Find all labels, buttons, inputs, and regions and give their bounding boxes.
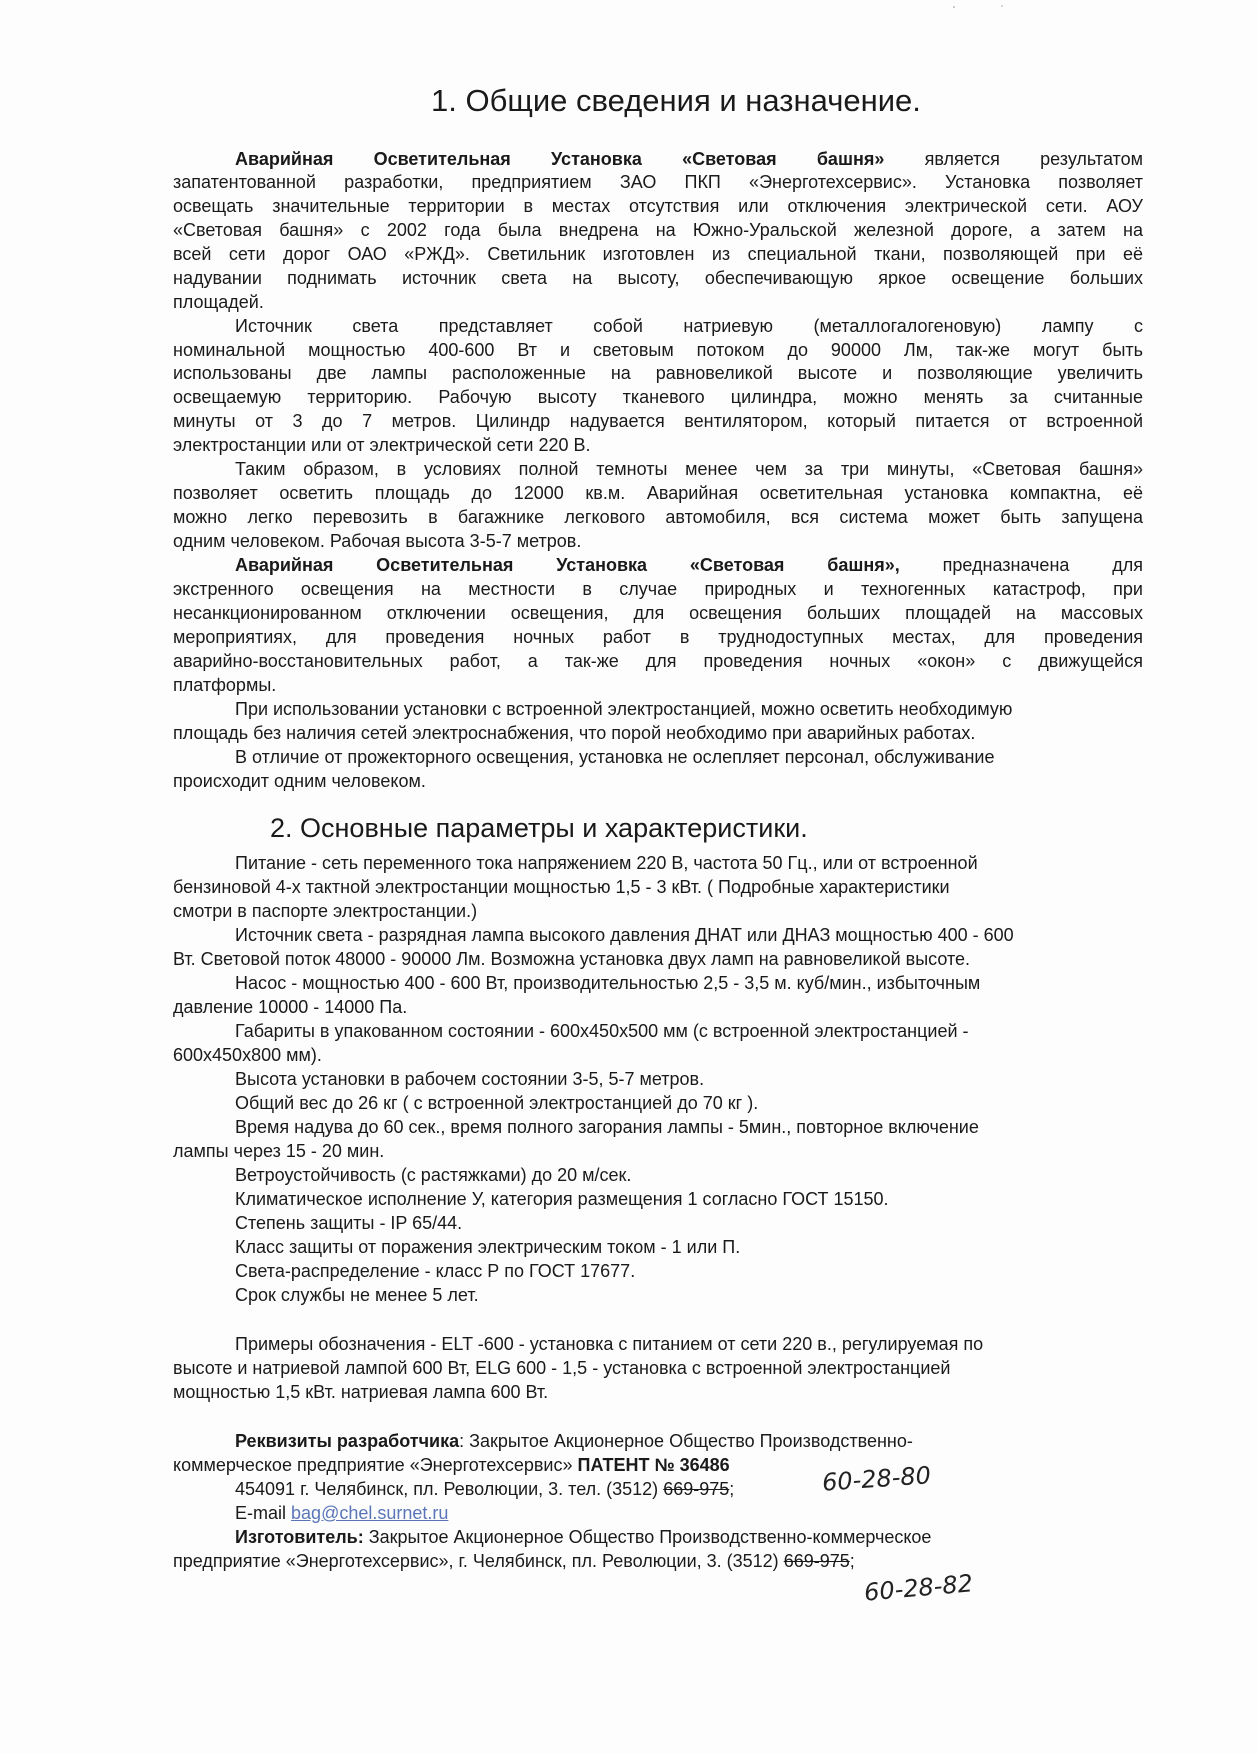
section-2-heading: 2. Основные параметры и характеристики. bbox=[270, 813, 808, 843]
text-line: Источник света - разрядная лампа высокого давления ДНАТ или ДНАЗ мощностью 400 - 600 bbox=[235, 925, 1014, 945]
spec-distribution: Света-распределение - класс Р по ГОСТ 17677. bbox=[235, 1261, 636, 1281]
handwritten-phone: 60-28-80 bbox=[821, 1461, 932, 1497]
p1-bold-lead: Аварийная Осветительная Установка «Световая башня» bbox=[235, 149, 885, 169]
spec-shock-class: Класс защиты от поражения электрическим током - 1 или П. bbox=[235, 1237, 741, 1257]
spec-ip: Степень защиты - IP 65/44. bbox=[235, 1213, 463, 1233]
patent-number: ПАТЕНТ № 36486 bbox=[577, 1455, 730, 1475]
text-line: давление 10000 - 14000 Па. bbox=[173, 997, 408, 1017]
text-line: 600х450х800 мм). bbox=[173, 1045, 322, 1065]
spec-wind: Ветроустойчивость (с растяжками) до 20 м/сек. bbox=[235, 1165, 632, 1185]
text-line: Насос - мощностью 400 - 600 Вт, производительностью 2,5 - 3,5 м. куб/мин., избыточным bbox=[235, 973, 981, 993]
text-line: аварийно-восстановительных работ, а так-же для проведения ночных «окон» с движущейся bbox=[173, 651, 1143, 671]
text-line: мощностью 1,5 кВт. натриевая лампа 600 Вт. bbox=[173, 1382, 549, 1402]
text-line: одним человеком. Рабочая высота 3-5-7 метров. bbox=[173, 531, 582, 551]
text-line: освещаемую территорию. Рабочую высоту тканевого цилиндра, можно менять за считанные bbox=[173, 387, 1143, 407]
text-line: Вт. Световой поток 48000 - 90000 Лм. Возможна установка двух ламп на равновеликой высоте. bbox=[173, 949, 971, 969]
handwritten-phone: 60-28-82 bbox=[862, 1569, 974, 1607]
old-phone: 669-975 bbox=[783, 1551, 850, 1571]
text-line: лампы через 15 - 20 мин. bbox=[173, 1141, 385, 1161]
text-line: площадей. bbox=[173, 292, 264, 312]
text-line: минуты от 3 до 7 метров. Цилиндр надувается вентилятором, который питается от встроенной bbox=[173, 411, 1143, 431]
text-line: использованы две лампы расположенные на равновеликой высоте и позволяющие увеличить bbox=[173, 363, 1143, 383]
text-line: «Световая башня» с 2002 года была внедрена на Южно-Уральской железной дороге, а затем на bbox=[173, 220, 1143, 240]
text-line: экстренного освещения на местности в случае природных и техногенных катастроф, при bbox=[173, 579, 1143, 599]
spec-service-life: Срок службы не менее 5 лет. bbox=[235, 1285, 479, 1305]
text-line: происходит одним человеком. bbox=[173, 771, 426, 791]
text-line: При использовании установки с встроенной электростанцией, можно осветить необходимую bbox=[235, 699, 1013, 719]
text-line: надувании поднимать источник света на высоту, обеспечивающую яркое освещение больших bbox=[173, 268, 1143, 288]
text-line: несанкционированном отключении освещения, для освещения больших площадей на массовых bbox=[173, 603, 1143, 623]
section-1-heading: 1. Общие сведения и назначение. bbox=[431, 83, 921, 118]
scan-specks bbox=[940, 0, 1020, 10]
text-line: площадь без наличия сетей электроснабжения, что порой необходимо при аварийных работах. bbox=[173, 723, 976, 743]
email-link[interactable]: bag@chel.surnet.ru bbox=[291, 1503, 449, 1523]
text-line: смотри в паспорте электростанции.) bbox=[173, 901, 478, 921]
text-line: позволяет осветить площадь до 12000 кв.м. Аварийная осветительная установка компактна, её bbox=[173, 483, 1143, 503]
spec-weight: Общий вес до 26 кг ( с встроенной электростанцией до 70 кг ). bbox=[235, 1093, 759, 1113]
text-line: платформы. bbox=[173, 675, 277, 695]
text-line: можно легко перевозить в багажнике легкового автомобиля, вся система может быть запущена bbox=[173, 507, 1143, 527]
spec-height: Высота установки в рабочем состоянии 3-5, 5-7 метров. bbox=[235, 1069, 705, 1089]
text-line: электростанции или от электрической сети 220 В. bbox=[173, 435, 591, 455]
text-line: освещать значительные территории в местах отсутствия или отключения электрической сети. АОУ bbox=[173, 196, 1143, 216]
text-line: Питание - сеть переменного тока напряжением 220 В, частота 50 Гц., или от встроенной bbox=[235, 853, 978, 873]
text-line: Время надува до 60 сек., время полного загорания лампы - 5мин., повторное включение bbox=[235, 1117, 979, 1137]
text-line: Габариты в упакованном состоянии - 600х450х500 мм (с встроенной электростанцией - bbox=[235, 1021, 969, 1041]
spec-climate: Климатическое исполнение У, категория размещения 1 согласно ГОСТ 15150. bbox=[235, 1189, 889, 1209]
text-line: В отличие от прожекторного освещения, установка не ослепляет персонал, обслуживание bbox=[235, 747, 995, 767]
text-line: бензиновой 4-х тактной электростанции мощностью 1,5 - 3 кВт. ( Подробные характеристики bbox=[173, 877, 950, 897]
text-line: высоте и натриевой лампой 600 Вт, ELG 600 - 1,5 - установка с встроенной электростанцией bbox=[173, 1358, 951, 1378]
manufacturer-label: Изготовитель: bbox=[235, 1527, 364, 1547]
old-phone: 669-975 bbox=[663, 1479, 730, 1499]
text-line: номинальной мощностью 400-600 Вт и световым потоком до 90000 Лм, так-же могут быть bbox=[173, 340, 1143, 360]
text-line: мероприятиях, для проведения ночных работ в труднодоступных местах, для проведения bbox=[173, 627, 1143, 647]
text-line: всей сети дорог ОАО «РЖД». Светильник изготовлен из специальной ткани, позволяющей при её bbox=[173, 244, 1143, 264]
text-line: Примеры обозначения - ELT -600 - установка с питанием от сети 220 в., регулируемая по bbox=[235, 1334, 984, 1354]
developer-label: Реквизиты разработчика bbox=[235, 1431, 460, 1451]
document-page: 1. Общие сведения и назначение. Аварийная Осветительная Установка «Световая башня» является результатом запатентованной разработки, предприятием ЗАО ПКП «Энерготехсервис». Установка позволяет освещать значительные территории в местах отсутствия или отключения электрической сети. АОУ «Световая башня» с 2002 года была внедрена на Южно-Уральской железной дороге, а затем на всей сети дорог ОАО «РЖД». Светильник изготовлен из специальной ткани, позволяющей при её надувании поднимать источник света на высоту, обеспечивающую яркое освещение больших площадей. Источник света представляет собой натриевую (металлогалогеновую) лампу с номинальной мощностью 400-600 Вт и световым потоком до 90000 Лм, так-же могут быть использованы две лампы расположенные на равновеликой высоте и позволяющие увеличить освещаемую территорию. Рабочую высоту тканевого цилиндра, можно менять за считанные минуты от 3 до 7 метров. Цилиндр надувается вентилятором, который питается от встроенной электростанции или от электрической сети 220 В. Таким образом, в условиях полной темноты менее чем за три минуты, «Световая башня» позволяет осветить площадь до 12000 кв.м. Аварийная осветительная установка компактна, её можно легко перевозить в багажнике легкового автомобиля, вся система может быть запущена одним человеком. Рабочая высота 3-5-7 метров. Аварийная Осветительная Установка «Световая башня», предназначена для экстренного освещения на местности в случае природных и техногенных катастроф, при несанкционированном отключении освещения, для освещения больших площадей на массовых мероприятиях, для проведения ночных работ в труднодоступных местах, для проведения аварийно-восстановительных работ, а так-же для проведения ночных «окон» с движущейся платформы. При использовании установки с встроенной электростанцией, можно осветить необходимую площадь без наличия сетей электроснабжения, что порой необходимо при аварийных работах. В отличие от прожекторного освещения, установка не ослепляет персонал, обслуживание происходит одним человеком. 2. Основные параметры и характеристики. Питание - сеть переменного тока напряжением 220 В, частота 50 Гц., или от встроенной бензиновой 4-х тактной электростанции мощностью 1,5 - 3 кВт. ( Подробные характеристики смотри в паспорте электростанции.) Источник света - разрядная лампа высокого давления ДНАТ или ДНАЗ мощностью 400 - 600 Вт. Световой поток 48000 - 90000 Лм. Возможна установка двух ламп на равновеликой высоте. Насос - мощностью 400 - 600 Вт, производительностью 2,5 - 3,5 м. куб/мин., избыточным давление 10000 - 14000 Па. Габариты в упакованном состоянии - 600х450х500 мм (с встроенной электростанцией - 600х450х800 мм). Высота установки в рабочем состоянии 3-5, 5-7 метров. Общий вес до 26 кг ( с встроенной электростанцией до 70 кг ). Время надува до 60 сек., время полного загорания лампы - 5мин., повторное включение лампы через 15 - 20 мин. Ветроустойчивость (с растяжками) до 20 м/сек. Климатическое исполнение У, категория размещения 1 согласно ГОСТ 15150. Степень защиты - IP 65/44. Класс защиты от поражения электрическим током - 1 или П. Света-распределение - класс Р по ГОСТ 17677. Срок службы не менее 5 лет. Примеры обозначения - ELT -600 - установка с питанием от сети 220 в., регулируемая по высоте и натриевой лампой 600 Вт, ELG 600 - 1,5 - установка с встроенной электростанцией мощностью 1,5 кВт. натриевая лампа 600 Вт. Реквизиты разработчика: Закрытое Акционерное Общество Производственно- коммерческое предприятие «Энерготехсервис» ПАТЕНТ № 36486 454091 г. Челябинск, пл. Революции, 3. тел. (3512) 669-975; 60-28-80 E-mail bag@chel.surnet.ru Изготовитель: Закрытое Акционерное Общество Производственно-коммерческое предприятие «Энерготехсервис», г. Челябинск, пл. Революции, 3. (3512) 669-975; 60-28-82 bbox=[0, 0, 1257, 1754]
p4-bold-lead: Аварийная Осветительная Установка «Световая башня», bbox=[235, 555, 900, 575]
text-line: запатентованной разработки, предприятием ЗАО ПКП «Энерготехсервис». Установка позволяет bbox=[173, 172, 1143, 192]
